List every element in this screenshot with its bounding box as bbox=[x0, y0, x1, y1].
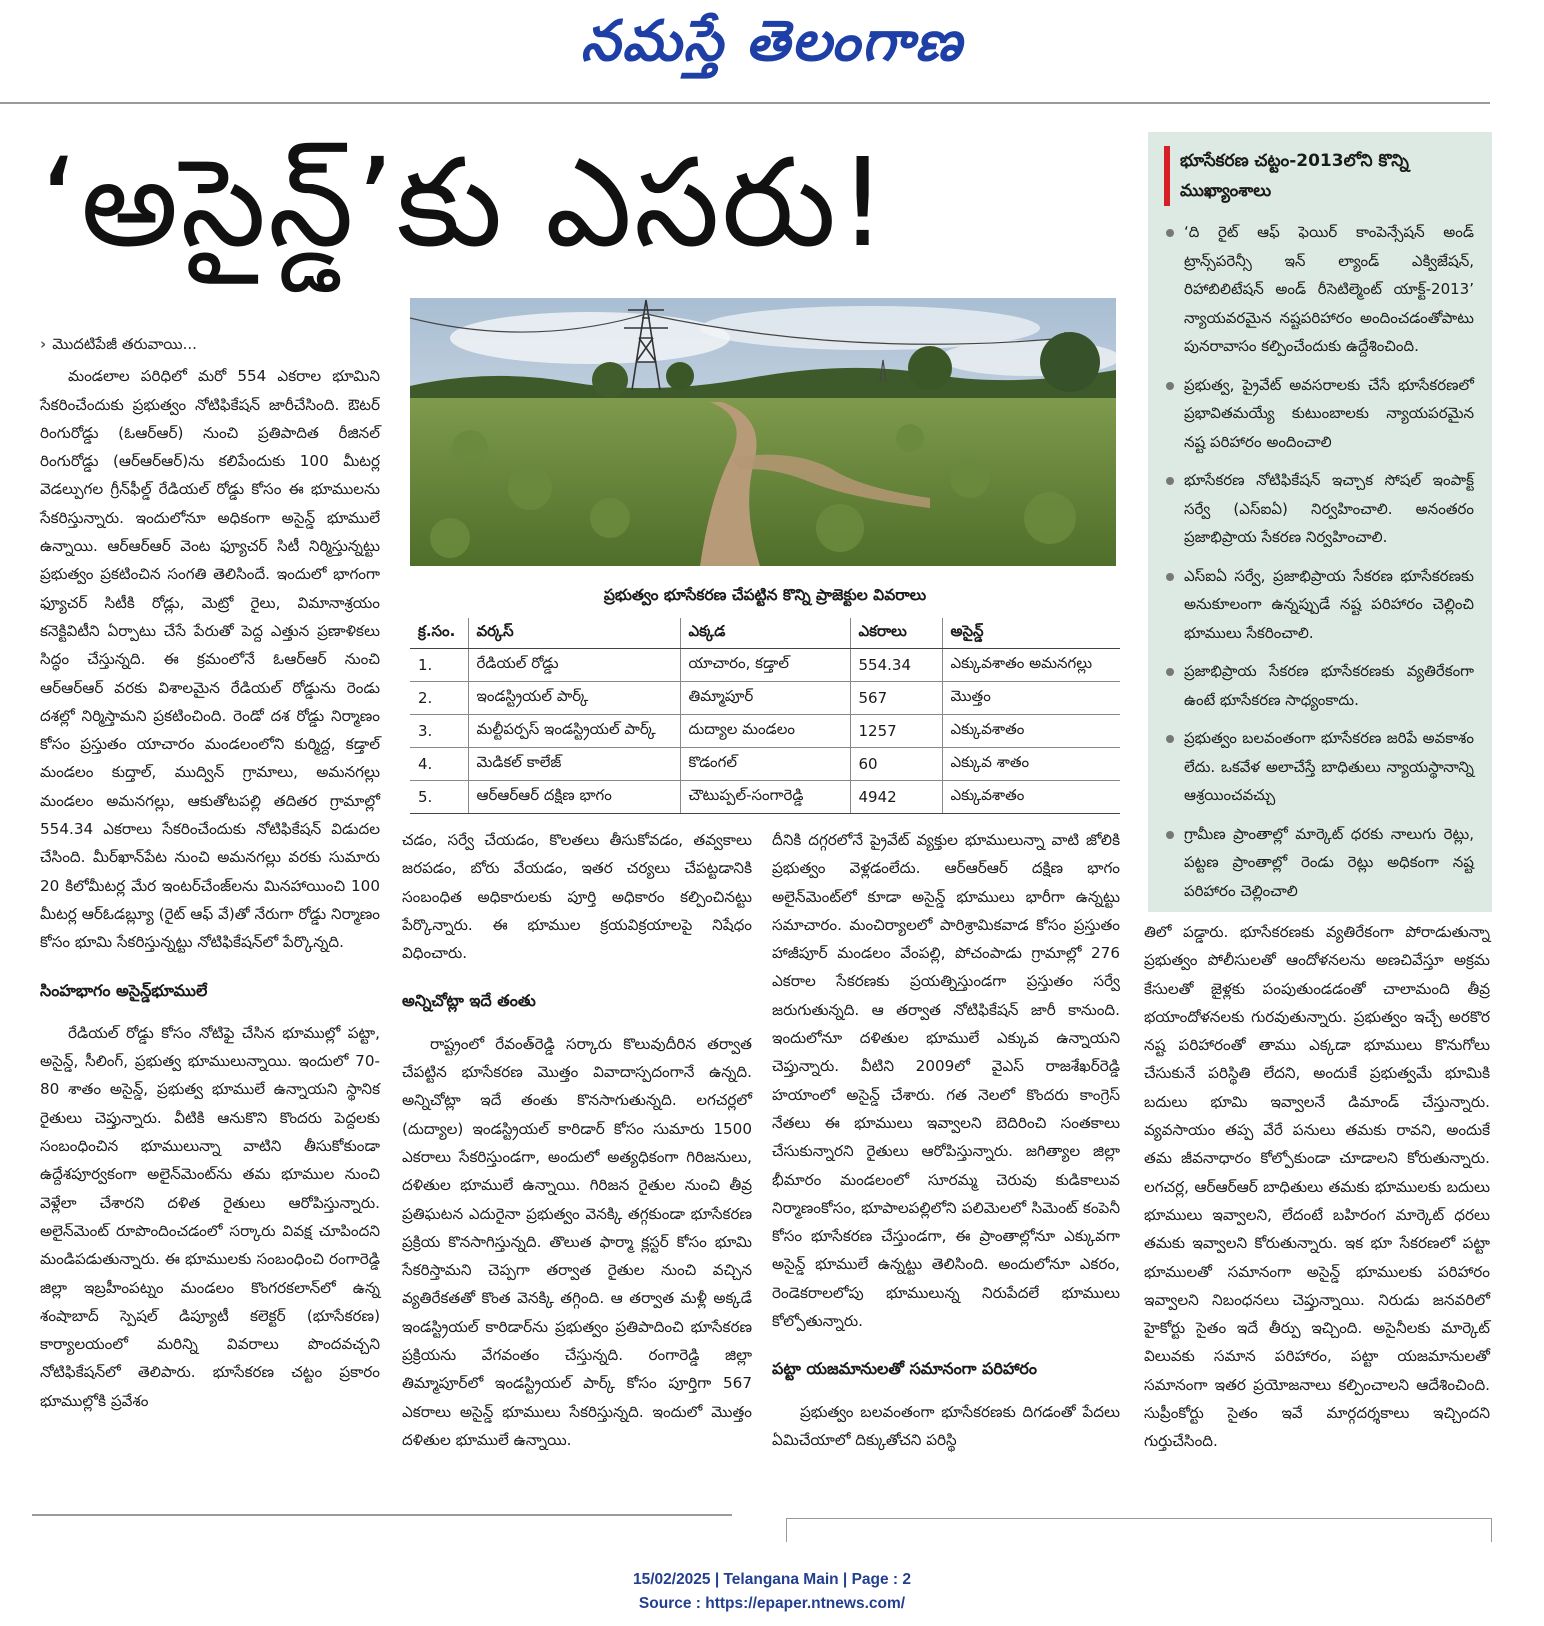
table-cell: ఎక్కువశాతం అమనగల్లు bbox=[942, 649, 1120, 682]
table-cell: 567 bbox=[850, 682, 942, 715]
key-points-sidebar bbox=[1148, 132, 1492, 912]
table-cell: 4. bbox=[410, 748, 468, 781]
projects-table-block bbox=[410, 586, 1120, 814]
bullet-icon bbox=[1166, 382, 1174, 390]
column-header: క్ర.సం. bbox=[410, 618, 468, 649]
table-cell: యాచారం, కడ్తాల్ bbox=[680, 649, 850, 682]
list-item bbox=[1164, 562, 1474, 648]
table-row bbox=[410, 682, 1120, 715]
table-cell: చౌటుప్పల్-సంగారెడ్డి bbox=[680, 781, 850, 814]
paragraph: ప్రభుత్వం బలవంతంగా భూసేకరణకు దిగడంతో పేదలు ఏమిచేయాలో దిక్కుతోచని పరిస్థి bbox=[772, 1402, 1120, 1449]
paragraph: దీనికి దగ్గరలోనే ప్రైవేట్ వ్యక్తుల భూములున్నా వాటి జోలికి ప్రభుత్వం వెళ్లడంలేదు. ఆర్ఆర్ఆర్ దక్షిణ భాగం అలైన్‌మెంట్‌లో కూడా అసైన్డ్ భూములు భారీగా ఉన్నట్టు సమాచారం. మంచిర్యాలలో పారిశ్రామికవాడ కోసం ప్రస్తుతం హాజీపూర్ మండలం వేంపల్లి, పోచంపాడు గ్రామాల్లో 276 ఎకరాల సేకరణకు ప్రయత్నిస్తుండగా ప్రస్తుతం సర్వే జరుగుతున్నది. ఆ తర్వాత నోటిఫికేషన్ జారీ కానుంది. ఇందులోనూ దళితుల భూములే ఎక్కువ ఉన్నాయని చెప్తున్నారు. వీటిని 2009లో వైఎస్ రాజశేఖర్‌రెడ్డి హయాంలో అసైన్డ్ చేశారు. గత నెలలో కొందరు కాంగ్రెస్ నేతలు ఈ భూములు ఇవ్వాలని బెదిరించి సంతకాలు చేసుకున్నారని రైతులు ఆరోపిస్తున్నారు. జగిత్యాల జిల్లా భీమారం మండలంలో సూరమ్మ చెరువు కుడికాలువ నిర్మాణంకోసం, భూపాలపల్లిలోని పలిమెలలో సిమెంట్ కంపెనీ కోసం భూసేకరణ చేస్తుండగా, ఈ ప్రాంతాల్లోనూ ఎక్కువగా అసైన్డ్ భూములే ఉన్నట్టు తెలిసింది. అందులోనూ ఎకరం, రెండెకరాలలోపు భూములున్న నిరుపేదలే భూములు కోల్పోతున్నారు. bbox=[772, 831, 1120, 1331]
key-points-list bbox=[1164, 218, 1474, 905]
table-header-row bbox=[410, 618, 1120, 649]
list-item bbox=[1164, 657, 1474, 714]
article-column-1 bbox=[40, 330, 380, 1415]
paragraph: మండలాల పరిధిలో మరో 554 ఎకరాల భూమిని సేకరించేందుకు ప్రభుత్వం నోటిఫికేషన్ జారీచేసింది. ఔటర్ రింగురోడ్డు (ఓఆర్ఆర్) నుంచి ప్రతిపాదిత రీజినల్ రింగురోడ్డు (ఆర్ఆర్ఆర్)ను కలిపేందుకు 100 మీటర్ల వెడల్పుగల గ్రీన్‌ఫీల్డ్ రేడియల్ రోడ్డు కోసం ఈ భూములను సేకరిస్తున్నారు. ఇందులోనూ అధికంగా అసైన్డ్ భూములే ఉన్నాయి. ఆర్ఆర్ఆర్ వెంట ఫ్యూచర్ సిటీ నిర్మిస్తున్నట్టు ప్రభుత్వం ప్రకటించిన సంగతి తెలిసిందే. ఇందులో భాగంగా ఫ్యూచర్ సిటీకి రోడ్లు, మెట్రో రైలు, విమానాశ్రయం కనెక్టివిటీని ఏర్పాటు చేసే పేరుతో పెద్ద ఎత్తున ప్రణాళికలు సిద్ధం చేస్తున్నది. ఈ క్రమంలోనే ఓఆర్ఆర్ నుంచి ఆర్ఆర్ఆర్ వరకు విశాలమైన రేడియల్ రోడ్డును రెండు దశల్లో నిర్మిస్తామని ప్రకటించింది. రెండో దశ రోడ్డు నిర్మాణం కోసం ప్రస్తుతం యాచారం మండలంలోని కుర్మిద్ద, కడ్తాల్ మండలం కుద్తాల్, ముద్విన్ గ్రామాలు, అమనగల్లు మండలం అమనగల్లు, ఆకుతోటపల్లి తదితర గ్రామాల్లో 554.34 ఎకరాలు సేకరించేందుకు నోటిఫికేషన్ విడుదల చేసింది. మీర్‌ఖాన్‌పేట నుంచి అమనగల్లు వరకు సుమారు 20 కిలోమీటర్ల మేర ఇంటర్‌చేంజ్‌లను మినహాయించి 100 మీటర్ల ఆర్ఓడబ్ల్యూ (రైట్ ఆఫ్ వే)తో నేరుగా రోడ్డు నిర్మాణం కోసం భూమి సేకరిస్తున్నట్టు నోటిఫికేషన్‌లో పేర్కొన్నది. bbox=[40, 367, 380, 952]
table-cell: 554.34 bbox=[850, 649, 942, 682]
bullet-icon bbox=[1166, 668, 1174, 676]
table-row bbox=[410, 748, 1120, 781]
list-item bbox=[1164, 820, 1474, 906]
table-row bbox=[410, 715, 1120, 748]
newspaper-logo: నమస్తే తెలంగాణ bbox=[580, 8, 964, 74]
list-item bbox=[1164, 466, 1474, 552]
table-cell: ఎక్కువ శాతం bbox=[942, 748, 1120, 781]
table-row bbox=[410, 649, 1120, 682]
table-row bbox=[410, 781, 1120, 814]
column-header: వర్కస్ bbox=[468, 618, 680, 649]
bullet-icon bbox=[1166, 573, 1174, 581]
table-cell: ఆర్ఆర్ఆర్ దక్షిణ భాగం bbox=[468, 781, 680, 814]
list-item-text: భూసేకరణ నోటిఫికేషన్ ఇచ్చాక సోషల్ ఇంపాక్ట్ సర్వే (ఎస్ఐఏ) నిర్వహించాలి. అనంతరం ప్రజాభిప్రాయ సేకరణ నిర్వహించాలి. bbox=[1184, 471, 1474, 546]
list-item bbox=[1164, 371, 1474, 457]
list-item-text: ప్రభుత్వం బలవంతంగా భూసేకరణ జరిపే అవకాశం లేదు. ఒకవేళ అలాచేస్తే బాధితులు న్యాయస్థానాన్ని ఆశ్రయించవచ్చు bbox=[1184, 729, 1474, 804]
table-cell: ఎక్కువశాతం bbox=[942, 715, 1120, 748]
table-cell: 1257 bbox=[850, 715, 942, 748]
continuation-label: మొదటిపేజీ తరువాయి... bbox=[52, 335, 197, 353]
bottom-divider bbox=[32, 1514, 732, 1516]
paragraph: చడం, సర్వే చేయడం, కొలతలు తీసుకోవడం, తవ్వకాలు జరపడం, బోరు వేయడం, ఇతర చర్యలు చేపట్టడానికి సంబంధిత అధికారులకు పూర్తి అధికారం కల్పించినట్టు పేర్కొన్నారు. ఈ భూముల క్రయవిక్రయాలపై నిషేధం విధించారు. bbox=[402, 831, 752, 963]
list-item-text: ప్రజాభిప్రాయ సేకరణ భూసేకరణకు వ్యతిరేకంగా ఉంటే భూసేకరణ సాధ్యంకాదు. bbox=[1184, 662, 1474, 709]
page-footer bbox=[0, 1568, 1544, 1616]
chevron-right-icon: › bbox=[40, 335, 47, 353]
table-cell: ఎక్కువశాతం bbox=[942, 781, 1120, 814]
table-cell: కొడంగల్ bbox=[680, 748, 850, 781]
list-item-text: గ్రామీణ ప్రాంతాల్లో మార్కెట్ ధరకు నాలుగు రెట్లు, పట్టణ ప్రాంతాల్లో రెండు రెట్లు అధికంగా నష్ట పరిహారం చెల్లించాలి bbox=[1184, 824, 1474, 900]
column-header: అసైన్డ్ bbox=[942, 618, 1120, 649]
landscape-photo-icon bbox=[410, 298, 1116, 566]
column-header: ఎక్కడ bbox=[680, 618, 850, 649]
article-column-3 bbox=[772, 826, 1120, 1454]
list-item-text: ప్రభుత్వ, ప్రైవేట్ అవసరాలకు చేసే భూసేకరణలో ప్రభావితమయ్యే కుటుంబాలకు న్యాయపరమైన నష్ట పరిహారం అందించాలి bbox=[1184, 375, 1474, 451]
article-column-4 bbox=[1144, 918, 1490, 1456]
article-headline: ‘అసైన్డ్’కు ఎసరు! bbox=[40, 132, 889, 274]
table-cell: 2. bbox=[410, 682, 468, 715]
table-title: ప్రభుత్వం భూసేకరణ చేపట్టిన కొన్ని ప్రాజెక్టుల వివరాలు bbox=[603, 586, 927, 604]
subheading: సింహభాగం అసైన్డ్‌భూములే bbox=[40, 980, 208, 1000]
list-item bbox=[1164, 724, 1474, 810]
list-item bbox=[1164, 218, 1474, 361]
subheading: అన్నిచోట్లా ఇదే తంతు bbox=[402, 991, 536, 1011]
edition-info: 15/02/2025 | Telangana Main | Page : 2 bbox=[632, 1571, 912, 1588]
table-cell: 60 bbox=[850, 748, 942, 781]
bullet-icon bbox=[1166, 735, 1174, 743]
table-cell: మొత్తం bbox=[942, 682, 1120, 715]
masthead bbox=[0, 0, 1544, 104]
table-cell: 1. bbox=[410, 649, 468, 682]
column-header: ఎకరాలు bbox=[850, 618, 942, 649]
table-cell: 4942 bbox=[850, 781, 942, 814]
next-article-box bbox=[786, 1518, 1492, 1542]
table-cell: 5. bbox=[410, 781, 468, 814]
table-cell: రేడియల్ రోడ్డు bbox=[468, 649, 680, 682]
bullet-icon bbox=[1166, 229, 1174, 237]
continuation-note bbox=[40, 330, 380, 358]
article-photo bbox=[410, 298, 1116, 566]
subheading: పట్టా యజమానులతో సమానంగా పరిహారం bbox=[772, 1359, 1038, 1379]
table-cell: తిమ్మాపూర్ bbox=[680, 682, 850, 715]
list-item-text: ‘ది రైట్ ఆఫ్ ఫెయిర్ కాంపెన్సేషన్ అండ్ ట్రాన్స్‌పరెన్సీ ఇన్ ల్యాండ్ ఎక్విజేషన్, రిహాబిలిటేషన్ అండ్ రీసెటిల్మెంట్ యాక్ట్-2013’ న్యాయవరమైన నష్టపరిహారం అందించడంతోపాటు పునరావాసం కల్పించేందుకు ఉద్దేశించింది. bbox=[1184, 223, 1474, 355]
table-cell: దుద్యాల మండలం bbox=[680, 715, 850, 748]
projects-table bbox=[410, 618, 1120, 814]
table-cell: మెడికల్ కాలేజ్ bbox=[468, 748, 680, 781]
table-cell: మల్టీపర్పస్ ఇండస్ట్రియల్ పార్క్ bbox=[468, 715, 680, 748]
table-cell: ఇండస్ట్రియల్ పార్క్ bbox=[468, 682, 680, 715]
paragraph: తిలో పడ్డారు. భూసేకరణకు వ్యతిరేకంగా పోరాడుతున్నా ప్రభుత్వం పోలీసులతో ఆందోళనలను అణచివేస్తూ అక్రమ కేసులతో జైళ్లకు పంపుతుండడంతో చాలామంది తీవ్ర భయాందోళనలకు గురవుతున్నారు. ప్రభుత్వం ఇచ్చే అరకొర నష్ట పరిహారంతో తాము ఎక్కడా భూములు కొనుగోలు చేసుకునే పరిస్థితి లేదని, అందుకే ప్రభుత్వమే భూమికి బదులు భూమి ఇవ్వాలనే డిమాండ్ చేస్తున్నారు. వ్యవసాయం తప్ప వేరే పనులు తమకు రావని, అందుకే తమ జీవనాధారం కోల్పోకుండా చూడాలని కోరుతున్నారు. లగచర్ల, ఆర్ఆర్ఆర్ బాధితులు తమకు భూములకు బదులు భూములు ఇవ్వాలని, లేదంటే బహిరంగ మార్కెట్ ధరలు తమకు ఇవ్వాలని కోరుతున్నారు. ఇక భూ సేకరణలో పట్టా భూములతో సమానంగా అసైన్డ్ భూములకు పరిహారం ఇవ్వాలని నిబంధనలు చెప్తున్నాయి. నిరుడు జనవరిలో హైకోర్టు సైతం ఇదే తీర్పు ఇచ్చింది. అసైనీలకు మార్కెట్ విలువకు సమాన పరిహారం, పట్టా యజమానులతో సమానంగా ఇతర ప్రయోజనాలు కల్పించాలని ఆదేశించింది. సుప్రీంకోర్టు సైతం ఇవే మార్గదర్శకాలు ఇచ్చిందని గుర్తుచేసింది. bbox=[1144, 923, 1490, 1451]
masthead-divider bbox=[0, 102, 1490, 104]
bullet-icon bbox=[1166, 831, 1174, 839]
sidebar-title: భూసేకరణ చట్టం-2013లోని కొన్ని ముఖ్యాంశాలు bbox=[1164, 146, 1474, 206]
paragraph: రేడియల్ రోడ్డు కోసం నోటిఫై చేసిన భూముల్లో పట్టా, అసైన్డ్, సీలింగ్, ప్రభుత్వ భూములున్నాయి. ఇందులో 70-80 శాతం అసైన్డ్, ప్రభుత్వ భూములే ఉన్నాయని స్థానిక రైతులు చెప్తున్నారు. వీటికి ఆనుకొని కొందరు పెద్దలకు సంబంధించిన భూములున్నా వాటిని తీసుకోకుండా ఉద్దేశపూర్వకంగా అలైన్‌మెంట్‌ను తమ భూముల నుంచి వెళ్లేలా చేశారని దళిత రైతులు ఆరోపిస్తున్నారు. అలైన్‌మెంట్ రూపొందించడంలో సర్కారు వివక్ష చూపిందని మండిపడుతున్నారు. ఈ భూములకు సంబంధించి రంగారెడ్డి జిల్లా ఇబ్రహీంపట్నం మండలం కొంగరకలాన్‌లో ఉన్న శంషాబాద్ స్పెషల్ డిప్యూటీ కలెక్టర్ (భూసేకరణ) కార్యాలయంలో మరిన్ని వివరాలు పొందవచ్చని నోటిఫికేషన్‌లో తెలిపారు. భూసేకరణ చట్టం ప్రకారం భూముల్లోకి ప్రవేశం bbox=[40, 1023, 380, 1410]
article-column-2 bbox=[402, 826, 752, 1454]
list-item-text: ఎస్ఐఏ సర్వే, ప్రజాభిప్రాయ సేకరణ భూసేకరణకు అనుకూలంగా ఉన్నప్పుడే నష్ట పరిహారం చెల్లించి భూములు సేకరించాలి. bbox=[1184, 566, 1474, 642]
bullet-icon bbox=[1166, 477, 1174, 485]
paragraph: రాష్ట్రంలో రేవంత్‌రెడ్డి సర్కారు కొలువుదీరిన తర్వాత చేపట్టిన భూసేకరణ మొత్తం వివాదాస్పదంగానే ఉన్నది. అన్నిచోట్లా ఇదే తంతు కొనసాగుతున్నది. లగచర్లలో (దుద్యాల) ఇండస్ట్రియల్ కారిడార్ కోసం సుమారు 1500 ఎకరాలు సేకరిస్తుండగా, అందులో అత్యధికంగా గిరిజనులు, దళితుల భూములే ఉన్నాయి. గిరిజన రైతుల నుంచి తీవ్ర ప్రతిఘటన ఎదురైనా ప్రభుత్వం వెనక్కి తగ్గకుండా భూసేకరణ ప్రక్రియ కొనసాగిస్తున్నది. తొలుత ఫార్మా క్లస్టర్ కోసం భూమి సేకరిస్తామని చెప్పగా తర్వాత రైతుల నుంచి వచ్చిన వ్యతిరేకతతో కొంత వెనక్కి తగ్గింది. ఆ తర్వాత మళ్లీ అక్కడే ఇండస్ట్రియల్ కారిడార్‌ను ప్రభుత్వం ప్రతిపాదించి భూసేకరణ ప్రక్రియను వేగవంతం చేస్తున్నది. రంగారెడ్డి జిల్లా తిమ్మాపూర్‌లో ఇండస్ట్రియల్ పార్క్ కోసం పూర్తిగా 567 ఎకరాలు అసైన్డ్ భూములు సేకరిస్తున్నది. ఇందులో మొత్తం దళితుల భూములే ఉన్నాయి. bbox=[402, 1034, 752, 1449]
source-link[interactable]: Source : https://epaper.ntnews.com/ bbox=[638, 1595, 906, 1612]
table-cell: 3. bbox=[410, 715, 468, 748]
